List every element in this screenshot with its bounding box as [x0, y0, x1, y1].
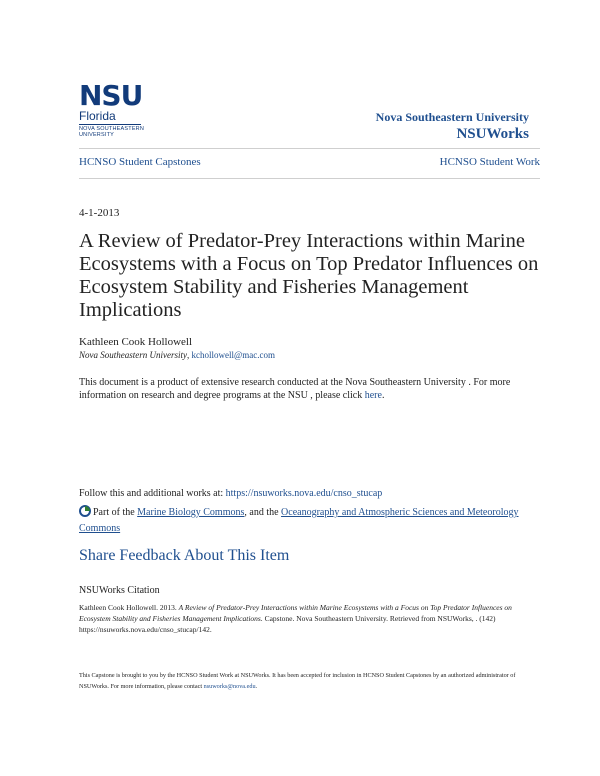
intro-end: .	[381, 390, 385, 401]
follow-prefix: Follow this and additional works at:	[79, 488, 226, 499]
citation-title: A Review of Predator-Prey Interactions within Marine Ecosystems with a Focus on Top Predator Influences on Ecosystem Stability and Fisheries Management Implications.	[79, 603, 512, 623]
citation-rest: Capstone. Nova Southeastern University. Retrieved from NSUWorks, . (142)	[262, 614, 496, 623]
author-email-link[interactable]: kchollowell@mac.com	[191, 350, 275, 360]
logo-rule	[79, 124, 141, 125]
follow-line	[79, 488, 382, 499]
commons-icon	[79, 505, 91, 522]
collection-url-link[interactable]: https://nsuworks.nova.edu/cnso_stucap	[225, 488, 383, 499]
logo-small-text: NOVA SOUTHEASTERN UNIVERSITY	[79, 126, 145, 138]
citation-author: Kathleen Cook Hollowell. 2013.	[79, 603, 179, 612]
org-name[interactable]: Nova Southeastern University	[375, 110, 529, 124]
footer-text: This Capstone is brought to you by the HCNSO Student Work at NSUWorks. It has been accepted for inclusion in HCNSO Student Capstones by an authorized administrator of NSUWorks. For more information, please contact	[79, 672, 516, 690]
collection-link[interactable]: HCNSO Student Capstones	[79, 156, 201, 168]
nsu-florida-logo	[79, 79, 149, 138]
repository-header	[376, 110, 529, 143]
share-feedback-link[interactable]: Share Feedback About This Item	[79, 547, 290, 564]
affiliation-text: Nova Southeastern University	[79, 350, 187, 360]
citation-heading: NSUWorks Citation	[79, 585, 160, 596]
divider-top	[79, 148, 540, 149]
divider-bottom	[79, 178, 540, 179]
footer-notice	[79, 670, 529, 692]
document-title: A Review of Predator-Prey Interactions within Marine Ecosystems with a Focus on Top Predator Influences on Ecosystem Stability and Fisheries Management Implications	[79, 230, 539, 321]
repository-name[interactable]: NSUWorks	[456, 126, 529, 142]
oceanography-commons-link[interactable]: Oceanography and Atmospheric Sciences and Meteorology Commons	[79, 507, 519, 534]
partof-middle: , and the	[244, 507, 282, 518]
publication-date: 4-1-2013	[79, 207, 120, 219]
author-affiliation	[79, 350, 275, 360]
department-link[interactable]: HCNSO Student Work	[439, 156, 540, 168]
partof-prefix: Part of the	[93, 507, 138, 518]
logo-sub-text: Florida	[79, 109, 116, 123]
affiliation-separator: ,	[186, 350, 192, 360]
here-link[interactable]: here	[364, 390, 382, 401]
author-name: Kathleen Cook Hollowell	[79, 336, 193, 348]
marine-biology-commons-link[interactable]: Marine Biology Commons	[137, 507, 245, 518]
logo-main-text: NSU	[79, 79, 143, 112]
footer-end: .	[255, 683, 258, 690]
citation-body	[79, 602, 519, 635]
part-of-line	[79, 505, 519, 536]
citation-url: https://nsuworks.nova.edu/cnso_stucap/142.	[79, 625, 212, 634]
contact-email-link[interactable]: nsuworks@nova.edu	[203, 683, 256, 690]
intro-text: This document is a product of extensive research conducted at the Nova Southeastern University . For more information on research and degree programs at the NSU , please click	[79, 377, 511, 401]
intro-paragraph	[79, 376, 519, 402]
